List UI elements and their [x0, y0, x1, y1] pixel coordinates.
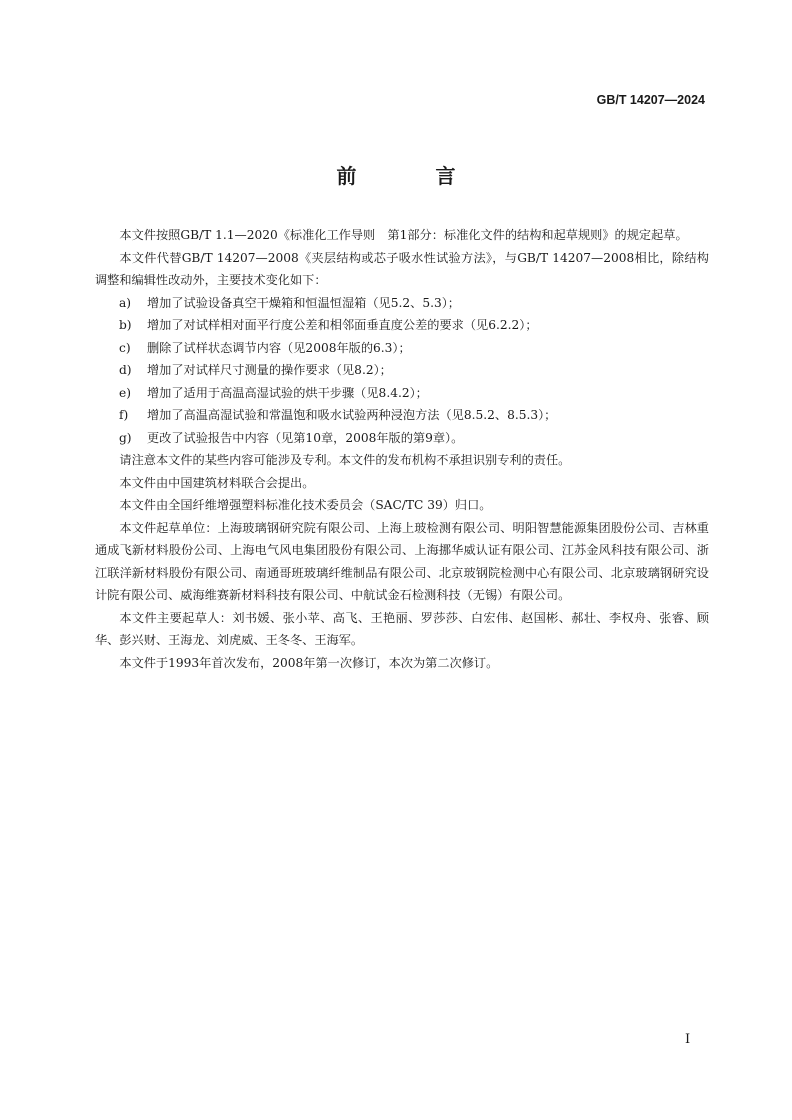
- list-item: [95, 359, 709, 382]
- paragraph-drafting-organizations: 本文件起草单位：上海玻璃钢研究院有限公司、上海上玻检测有限公司、明阳智慧能源集团股份公司、吉林重通成飞新材料股份公司、上海电气风电集团股份有限公司、上海挪华威认证有限公司、江苏金风科技有限公司、浙江联洋新材料股份有限公司、南通哥班玻璃纤维制品有限公司、北京玻钢院检测中心有限公司、北京玻璃钢研究设计院有限公司、威海维赛新材料科技有限公司、中航试金石检测科技（无锡）有限公司。: [95, 520, 709, 602]
- list-item: [95, 427, 709, 450]
- list-item-text: 增加了对试样尺寸测量的操作要求（见8.2）；: [147, 363, 392, 377]
- list-marker: d): [119, 363, 132, 377]
- paragraph-under-jurisdiction: 本文件由全国纤维增强塑料标准化技术委员会（SAC/TC 39）归口。: [119, 498, 492, 512]
- list-item-text: 删除了试样状态调节内容（见2008年版的6.3）；: [147, 340, 411, 355]
- list-item: [95, 382, 709, 405]
- paragraph-patent-notice: 请注意本文件的某些内容可能涉及专利。本文件的发布机构不承担识别专利的责任。: [119, 453, 571, 467]
- list-item-text: 增加了试验设备真空干燥箱和恒温恒湿箱（见5.2、5.3）；: [147, 295, 460, 310]
- list-item: [95, 337, 709, 360]
- paragraph-drafters: 本文件主要起草人：刘书媛、张小苹、高飞、王艳丽、罗莎莎、白宏伟、赵国彬、郝壮、李权舟、张睿、顾华、彭兴财、王海龙、刘虎威、王冬冬、王海军。: [95, 610, 709, 647]
- list-marker: b): [119, 318, 132, 332]
- list-item: [95, 404, 709, 427]
- document-code-header: GB/T 14207—2024: [596, 93, 705, 107]
- list-marker: a): [119, 295, 132, 310]
- foreword-body: [95, 224, 709, 674]
- page-number: I: [685, 1032, 691, 1047]
- list-item-text: 增加了适用于高温高湿试验的烘干步骤（见8.4.2）；: [147, 385, 428, 400]
- paragraph-drafting-rules: 本文件按照GB/T 1.1—2020《标准化工作导则 第1部分：标准化文件的结构和起草规则》的规定起草。: [119, 228, 688, 242]
- changes-list: [95, 292, 709, 450]
- paragraph-proposed-by: 本文件由中国建筑材料联合会提出。: [119, 475, 315, 490]
- list-marker: e): [119, 385, 131, 400]
- list-marker: f): [119, 408, 129, 422]
- paragraph-revision-history: 本文件于1993年首次发布，2008年第一次修订，本次为第二次修订。: [119, 655, 499, 670]
- list-item: [95, 314, 709, 337]
- paragraph-replaces: 本文件代替GB/T 14207—2008《夹层结构或芯子吸水性试验方法》，与GB/T 14207—2008相比，除结构调整和编辑性改动外，主要技术变化如下：: [95, 250, 709, 287]
- list-marker: g): [119, 430, 132, 445]
- list-item-text: 增加了对试样相对面平行度公差和相邻面垂直度公差的要求（见6.2.2）；: [147, 318, 538, 332]
- list-item: [95, 292, 709, 315]
- list-item-text: 更改了试验报告中内容（见第10章，2008年版的第9章）。: [147, 430, 464, 445]
- list-item-text: 增加了高温高湿试验和常温饱和吸水试验两种浸泡方法（见8.5.2、8.5.3）；: [147, 408, 557, 422]
- list-marker: c): [119, 340, 131, 355]
- page-title: 前 言: [336, 164, 492, 188]
